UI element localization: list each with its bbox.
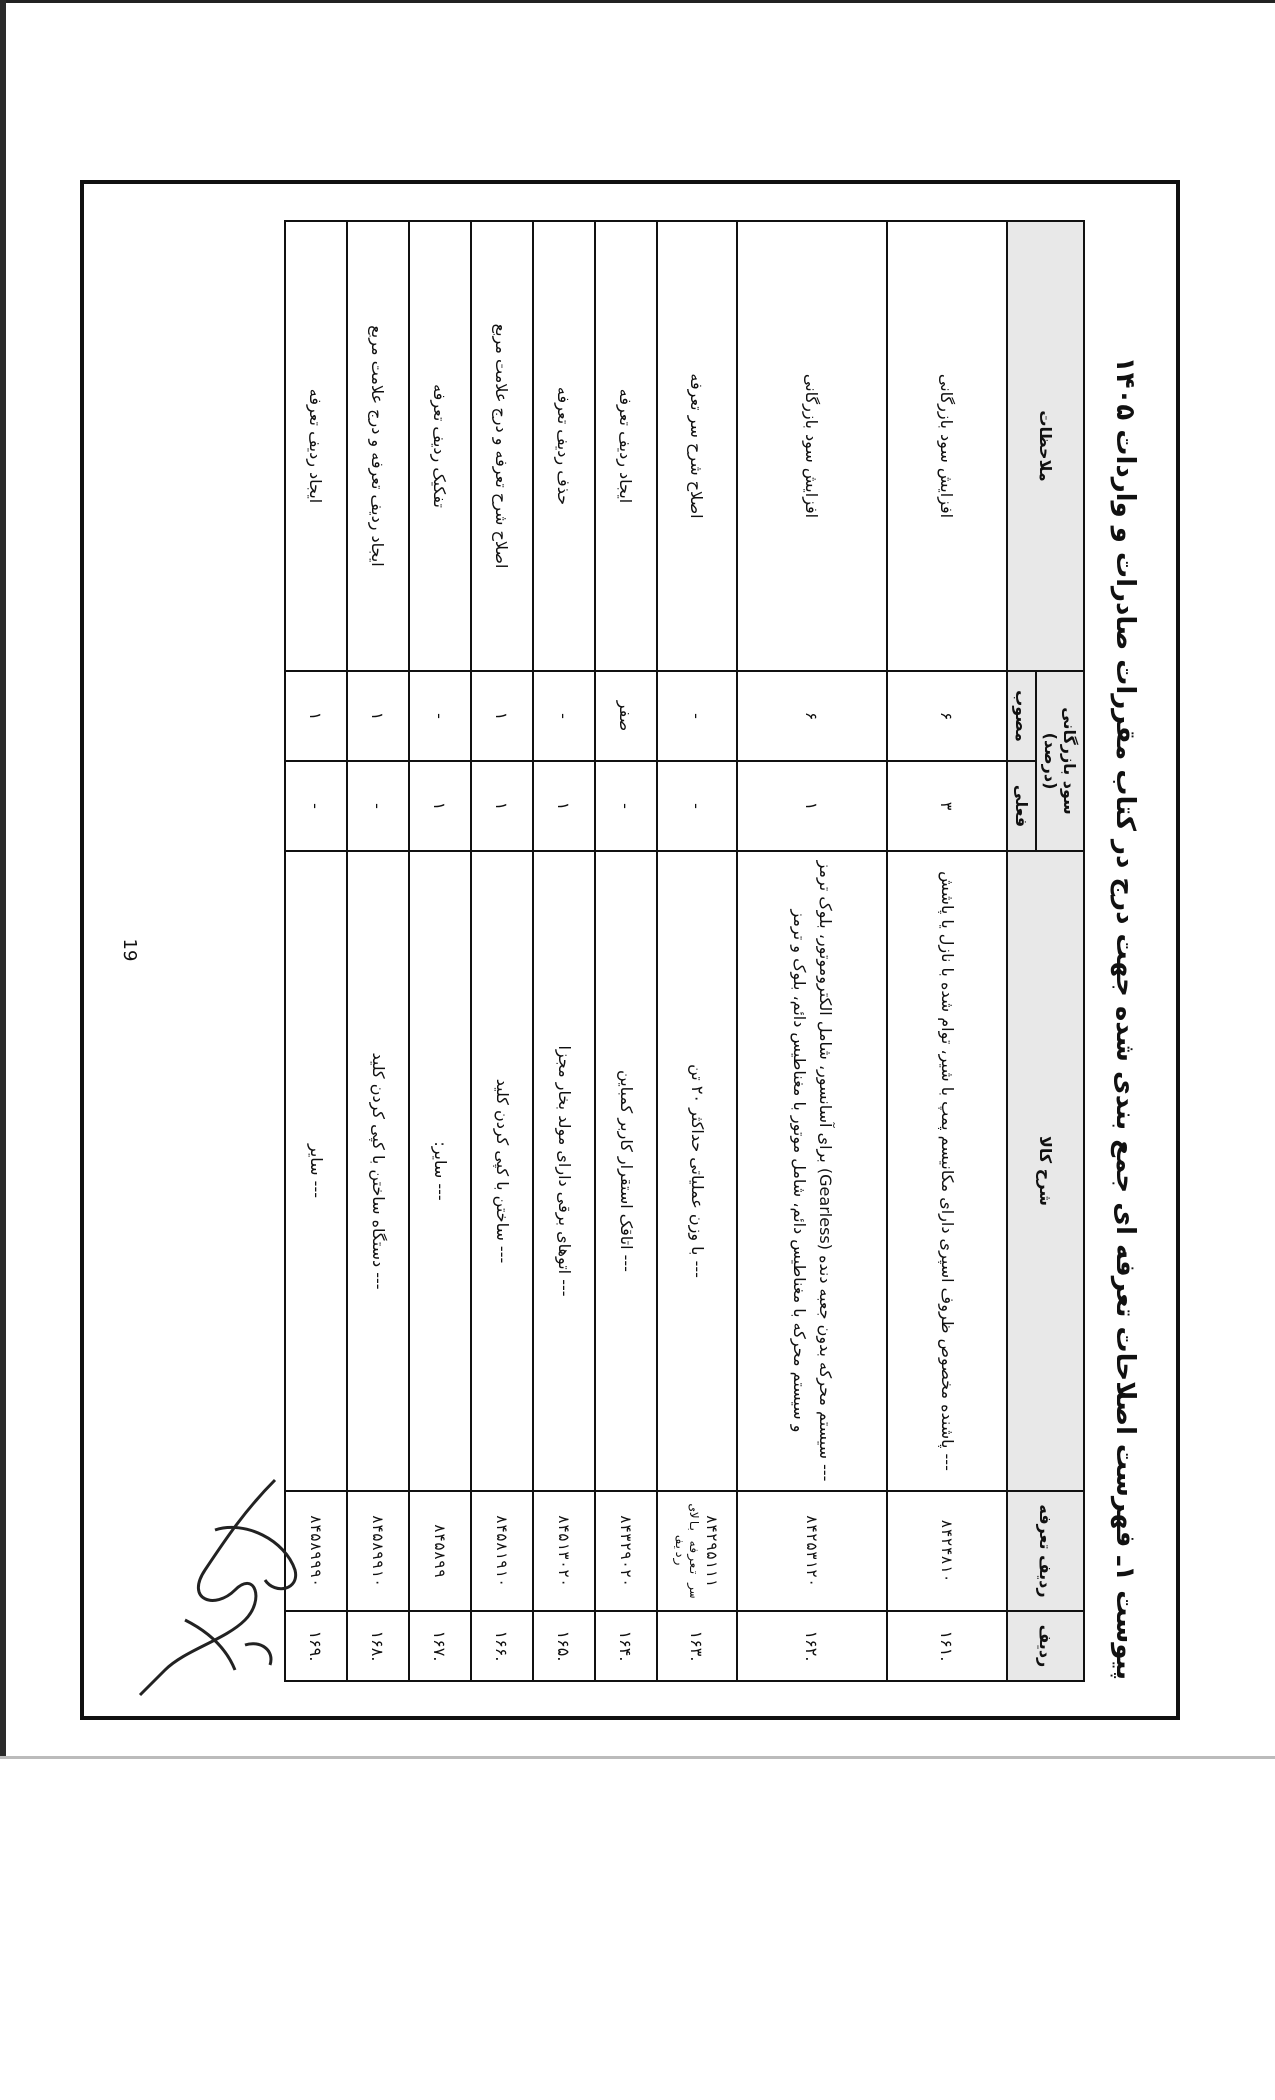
table-row	[471, 221, 533, 1681]
header-approved: مصوب	[1007, 671, 1036, 761]
header-tariff-code: ردیف تعرفه	[1007, 1491, 1084, 1611]
row-number: .۱۶۶	[471, 1611, 533, 1681]
row-number: .۱۶۱	[887, 1611, 1007, 1681]
row-note: تفکیک ردیف تعرفه	[409, 221, 471, 671]
row-note: افزایش سود بازرگانی	[737, 221, 887, 671]
scan-bottom-edge	[0, 1756, 1275, 1759]
profit-approved: -	[533, 671, 595, 761]
row-note: افزایش سود بازرگانی	[887, 221, 1007, 671]
tariff-code: ۸۴۳۲۹۰۲۰	[595, 1491, 657, 1611]
item-description: --- با وزن عملیاتی حداکثر ۲۰ تن	[657, 851, 737, 1491]
handwritten-signature	[125, 1470, 345, 1700]
row-number: .۱۶۲	[737, 1611, 887, 1681]
table-row	[347, 221, 409, 1681]
tariff-code: ۸۴۵۸۹۹۱۰	[347, 1491, 409, 1611]
frame-edge-right	[80, 1716, 1180, 1720]
row-note: ایجاد ردیف تعرفه	[285, 221, 347, 671]
item-description: --- دستگاه ساختن با کپی کردن کلید	[347, 851, 409, 1491]
header-commercial-profit: سود بازرگانی (درصد)	[1036, 671, 1084, 851]
row-note: ایجاد ردیف تعرفه	[595, 221, 657, 671]
tariff-table	[284, 220, 1085, 1682]
tariff-code-value: ۸۴۲۹۵۱۱۱	[703, 1514, 721, 1588]
row-number: .۱۶۸	[347, 1611, 409, 1681]
profit-approved: ۱	[285, 671, 347, 761]
table-row	[595, 221, 657, 1681]
scan-top-edge	[0, 0, 1275, 3]
profit-current: -	[285, 761, 347, 851]
row-number: .۱۶۵	[533, 1611, 595, 1681]
profit-current: ۱	[471, 761, 533, 851]
row-number: .۱۶۳	[657, 1611, 737, 1681]
row-note: اصلاح شرح تعرفه و درج علامت مربع	[471, 221, 533, 671]
tariff-code: ۸۴۲۵۳۱۲۰	[737, 1491, 887, 1611]
profit-approved: ۶	[737, 671, 887, 761]
profit-current: ۱	[409, 761, 471, 851]
tariff-code: ۸۴۲۴۸۱۰	[887, 1491, 1007, 1611]
row-number: .۱۶۷	[409, 1611, 471, 1681]
table-row	[657, 221, 737, 1681]
item-description: --- اتاقک استقرار کاربر کمباین	[595, 851, 657, 1491]
profit-current: ۳	[887, 761, 1007, 851]
profit-current: ۱	[737, 761, 887, 851]
tariff-code-note: سر تعرفه بالای ردیف	[673, 1504, 701, 1598]
profit-approved: -	[657, 671, 737, 761]
profit-current: -	[595, 761, 657, 851]
item-description: --- ساختن با کپی کردن کلید	[471, 851, 533, 1491]
table-row	[285, 221, 347, 1681]
row-note: حذف ردیف تعرفه	[533, 221, 595, 671]
header-row-number: ردیف	[1007, 1611, 1084, 1681]
item-description: --- سایر:	[409, 851, 471, 1491]
tariff-code	[657, 1491, 737, 1611]
frame-edge-left	[80, 180, 1180, 184]
document-title: پیوست ۱ـ فهرست اصلاحات تعرفه ای جمع بندی شده جهت درج در کتاب مقررات صادرات و واردات ۱۴۰۵	[1110, 356, 1140, 1680]
row-number: .۱۶۴	[595, 1611, 657, 1681]
header-description: شرح کالا	[1007, 851, 1084, 1491]
item-description: --- سایر	[285, 851, 347, 1491]
profit-current: -	[657, 761, 737, 851]
tariff-code: ۸۴۵۸۹۹۹۰	[285, 1491, 347, 1611]
item-description: --- اتوهای برقی دارای مولد بخار مجزا	[533, 851, 595, 1491]
table-row	[887, 221, 1007, 1681]
profit-approved: صفر	[595, 671, 657, 761]
profit-approved: ۱	[347, 671, 409, 761]
row-note: ایجاد ردیف تعرفه و درج علامت مربع	[347, 221, 409, 671]
row-number: .۱۶۹	[285, 1611, 347, 1681]
profit-approved: ۱	[471, 671, 533, 761]
item-description: --- پاشنده مخصوص ظروف اسپری دارای مکانیسم پمپ با شیر، توام شده با نازل یا پاشش	[887, 851, 1007, 1491]
tariff-code: ۸۴۵۸۹۹	[409, 1491, 471, 1611]
table-row	[409, 221, 471, 1681]
tariff-code: ۸۴۵۸۱۹۱۰	[471, 1491, 533, 1611]
profit-approved: -	[409, 671, 471, 761]
header-current: فعلی	[1007, 761, 1036, 851]
header-notes: ملاحظات	[1007, 221, 1084, 671]
profit-current: -	[347, 761, 409, 851]
tariff-code: ۸۴۵۱۳۰۲۰	[533, 1491, 595, 1611]
scan-side-strip	[0, 0, 6, 1758]
table-header-row	[1036, 221, 1084, 1681]
profit-approved: ۶	[887, 671, 1007, 761]
item-description: --- سیستم محرکه بدون جعبه دنده (Gearless) برای آسانسور، شامل الکتروموتور، بلوک ترمز و سیستم محرکه با مغناطیس دائم، شامل موتور با مغناطیس دائم، بلوک و ترمز	[737, 851, 887, 1491]
table-row	[737, 221, 887, 1681]
table-row	[533, 221, 595, 1681]
row-note: اصلاح شرح سر تعرفه	[657, 221, 737, 671]
profit-current: ۱	[533, 761, 595, 851]
page-number: 19	[119, 938, 140, 962]
